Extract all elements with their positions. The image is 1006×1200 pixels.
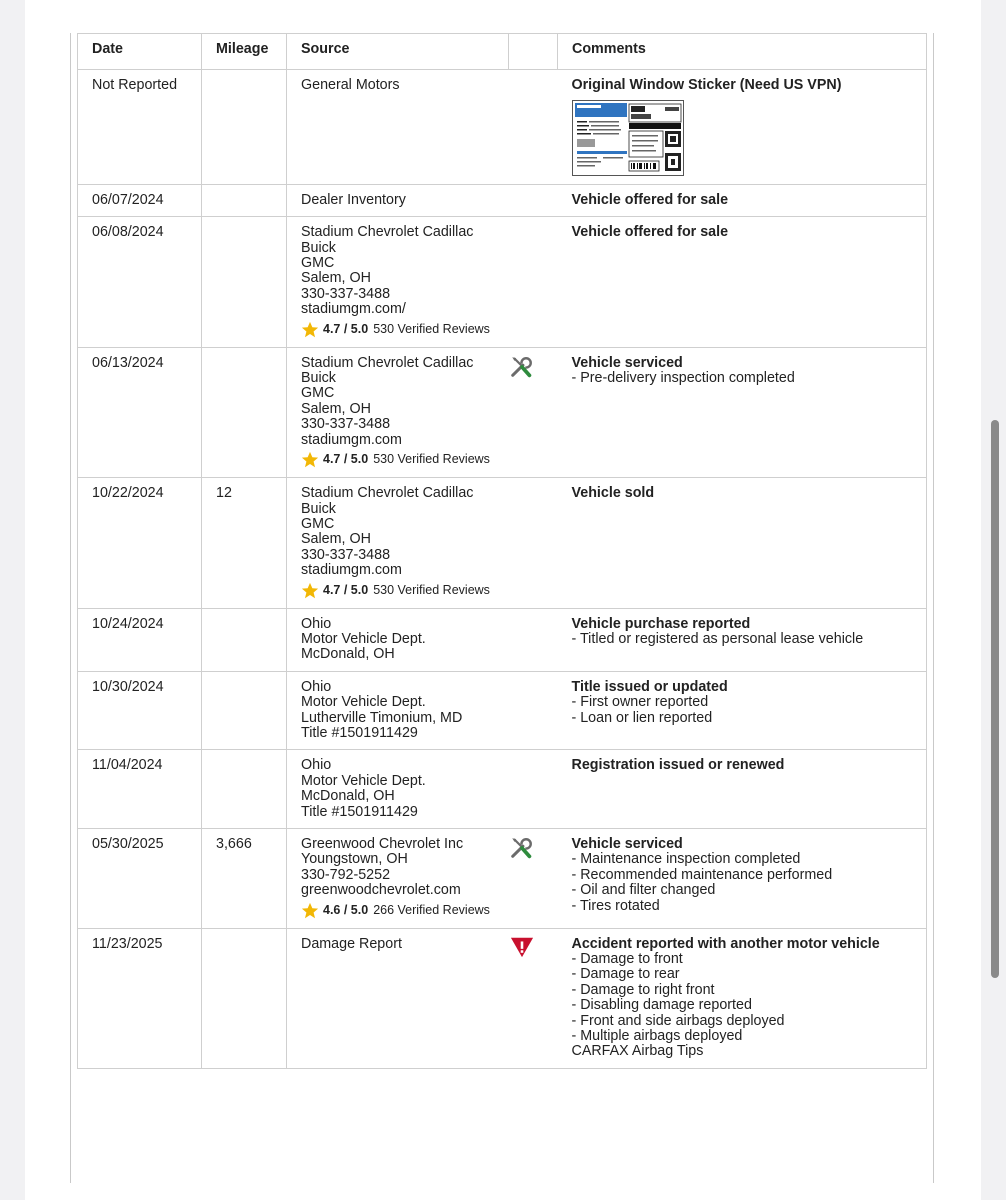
dealer-rating[interactable]	[301, 902, 509, 920]
row-source	[287, 608, 509, 671]
source-line[interactable]: 330-337-3488	[301, 416, 391, 433]
comment-title: Vehicle sold	[571, 485, 655, 502]
header-date: Date	[78, 34, 202, 70]
dealer-rating[interactable]	[301, 451, 509, 469]
row-source	[287, 347, 509, 477]
source-line: Dealer Inventory	[301, 191, 406, 208]
source-line[interactable]: 330-337-3488	[301, 285, 391, 302]
row-comments	[558, 70, 927, 184]
header-source: Source	[287, 34, 509, 70]
star-icon	[301, 902, 319, 920]
row-mileage: 3,666	[202, 829, 287, 929]
row-source	[287, 671, 509, 750]
row-icon-cell	[509, 829, 558, 929]
row-date: Not Reported	[78, 70, 202, 184]
star-icon	[301, 321, 319, 339]
row-icon-cell	[509, 750, 558, 829]
row-date: 05/30/2025	[78, 829, 202, 929]
row-comments	[558, 184, 927, 216]
source-line: General Motors	[301, 77, 400, 94]
row-icon-cell	[509, 347, 558, 477]
source-line: Title #1501911429	[301, 724, 418, 741]
row-icon-cell	[509, 184, 558, 216]
comment-title: Accident reported with another motor vehicle	[571, 935, 880, 952]
comment-item: - Damage to rear	[571, 966, 680, 983]
row-mileage	[202, 347, 287, 477]
history-row	[78, 184, 927, 216]
source-line: Stadium Chevrolet Cadillac Buick	[301, 224, 474, 256]
source-line: Salem, OH	[301, 531, 371, 548]
row-date: 10/24/2024	[78, 608, 202, 671]
comment-title: Vehicle serviced	[571, 836, 683, 852]
comment-item: - Disabling damage reported	[571, 997, 752, 1014]
source-line: Stadium Chevrolet Cadillac Buick	[301, 485, 474, 517]
row-date: 06/08/2024	[78, 217, 202, 347]
history-row	[78, 750, 927, 829]
source-line[interactable]: greenwoodchevrolet.com	[301, 882, 461, 899]
source-line[interactable]: stadiumgm.com/	[301, 301, 406, 318]
comment-item: - Titled or registered as personal lease vehicle	[571, 630, 864, 647]
row-source	[287, 70, 509, 184]
source-line: Stadium Chevrolet Cadillac Buick	[301, 354, 474, 387]
comment-item: - Recommended maintenance performed	[571, 866, 833, 883]
row-mileage	[202, 750, 287, 829]
source-line: McDonald, OH	[301, 788, 395, 805]
scrollbar-thumb[interactable]	[991, 420, 999, 978]
source-line[interactable]: stadiumgm.com	[301, 431, 402, 448]
comment-title: Vehicle serviced	[571, 354, 683, 371]
row-date: 06/07/2024	[78, 184, 202, 216]
table-header-row	[78, 34, 927, 70]
accident-warning-icon	[509, 935, 535, 963]
row-mileage	[202, 70, 287, 184]
row-comments	[558, 829, 927, 929]
row-mileage	[202, 608, 287, 671]
history-row	[78, 829, 927, 929]
source-line: Lutherville Timonium, MD	[301, 709, 463, 726]
rating-reviews[interactable]: 266 Verified Reviews	[373, 902, 490, 917]
comment-item: - Oil and filter changed	[571, 882, 716, 899]
service-tools-icon	[509, 354, 535, 384]
frame-border-right	[933, 33, 934, 1183]
comment-item: - Damage to front	[571, 951, 683, 968]
row-comments	[558, 671, 927, 750]
row-source	[287, 478, 509, 608]
header-icon-spacer	[509, 34, 558, 70]
row-icon-cell	[509, 478, 558, 608]
row-source	[287, 829, 509, 929]
source-line: Ohio	[301, 757, 332, 774]
history-row	[78, 217, 927, 347]
row-comments	[558, 347, 927, 477]
row-mileage	[202, 671, 287, 750]
history-row	[78, 347, 927, 477]
row-source	[287, 217, 509, 347]
rating-reviews[interactable]: 530 Verified Reviews	[373, 582, 490, 597]
row-source	[287, 750, 509, 829]
vehicle-history-table	[77, 33, 927, 1069]
source-line: GMC	[301, 515, 335, 532]
row-date: 10/30/2024	[78, 671, 202, 750]
row-mileage	[202, 184, 287, 216]
source-line: McDonald, OH	[301, 646, 395, 663]
source-line: Ohio	[301, 615, 332, 632]
row-comments	[558, 750, 927, 829]
row-comments	[558, 608, 927, 671]
dealer-rating[interactable]	[301, 582, 509, 600]
row-comments	[558, 478, 927, 608]
comment-title: Vehicle purchase reported	[571, 615, 751, 632]
rating-reviews[interactable]: 530 Verified Reviews	[373, 452, 490, 467]
rating-score: 4.6 / 5.0	[323, 902, 369, 917]
row-date: 10/22/2024	[78, 478, 202, 608]
row-date: 06/13/2024	[78, 347, 202, 477]
window-sticker-thumbnail[interactable]	[572, 100, 684, 176]
row-source	[287, 928, 509, 1068]
row-mileage	[202, 217, 287, 347]
source-line: GMC	[301, 385, 335, 402]
comment-item: - Loan or lien reported	[571, 709, 713, 726]
rating-score: 4.7 / 5.0	[323, 582, 369, 597]
row-mileage: 12	[202, 478, 287, 608]
source-line[interactable]: 330-792-5252	[301, 866, 391, 883]
comment-item: - Tires rotated	[571, 897, 660, 914]
star-icon	[301, 451, 319, 469]
service-tools-icon	[509, 835, 535, 865]
row-icon-cell	[509, 928, 558, 1068]
source-line: Greenwood Chevrolet Inc	[301, 836, 464, 852]
frame-border-left	[70, 33, 71, 1183]
header-comments: Comments	[558, 34, 927, 70]
history-row	[78, 70, 927, 184]
source-line: Motor Vehicle Dept.	[301, 772, 426, 789]
comment-title[interactable]: Original Window Sticker (Need US VPN)	[571, 77, 842, 94]
comment-title: Vehicle offered for sale	[571, 224, 729, 241]
history-row	[78, 928, 927, 1068]
source-line: Motor Vehicle Dept.	[301, 694, 426, 711]
row-source	[287, 184, 509, 216]
row-comments	[558, 928, 927, 1068]
row-icon-cell	[509, 217, 558, 347]
source-line: Damage Report	[301, 935, 402, 952]
row-date: 11/23/2025	[78, 928, 202, 1068]
source-line: Title #1501911429	[301, 803, 418, 820]
source-line: Motor Vehicle Dept.	[301, 630, 426, 647]
dealer-rating[interactable]	[301, 321, 509, 339]
rating-score: 4.7 / 5.0	[323, 321, 369, 336]
comment-title: Registration issued or renewed	[571, 757, 785, 774]
comment-item: - Damage to right front	[571, 981, 715, 998]
comment-title: Vehicle offered for sale	[571, 191, 729, 208]
history-row	[78, 671, 927, 750]
row-icon-cell	[509, 608, 558, 671]
comment-item: - Multiple airbags deployed	[571, 1028, 743, 1045]
source-line: Youngstown, OH	[301, 851, 408, 868]
history-row	[78, 608, 927, 671]
comment-item: - Maintenance inspection completed	[571, 851, 801, 868]
header-mileage: Mileage	[202, 34, 287, 70]
comment-item[interactable]: CARFAX Airbag Tips	[571, 1043, 704, 1060]
rating-reviews[interactable]: 530 Verified Reviews	[373, 321, 490, 336]
comment-item: - First owner reported	[571, 694, 709, 711]
source-line: Ohio	[301, 678, 332, 695]
comment-title: Title issued or updated	[571, 678, 728, 695]
comment-item: - Pre-delivery inspection completed	[571, 370, 795, 387]
history-row	[78, 478, 927, 608]
history-table-container	[77, 33, 926, 1060]
source-line: GMC	[301, 255, 335, 272]
row-date: 11/04/2024	[78, 750, 202, 829]
rating-score: 4.7 / 5.0	[323, 452, 369, 467]
row-icon-cell	[509, 70, 558, 184]
row-icon-cell	[509, 671, 558, 750]
comment-item: - Front and side airbags deployed	[571, 1012, 785, 1029]
star-icon	[301, 582, 319, 600]
source-line[interactable]: 330-337-3488	[301, 546, 391, 563]
row-mileage	[202, 928, 287, 1068]
row-comments	[558, 217, 927, 347]
source-line: Salem, OH	[301, 400, 371, 417]
source-line[interactable]: stadiumgm.com	[301, 562, 402, 579]
source-line: Salem, OH	[301, 270, 371, 287]
